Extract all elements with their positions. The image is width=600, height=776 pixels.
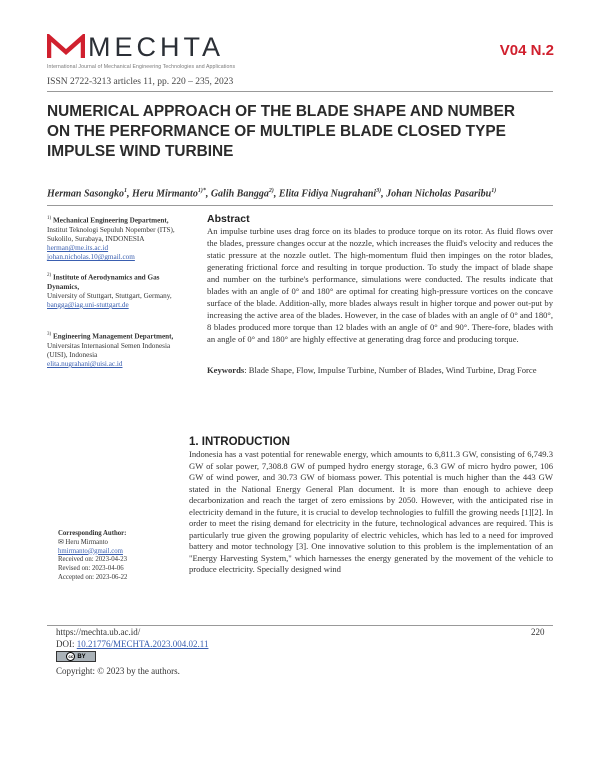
header-divider	[47, 91, 553, 92]
affiliation-sup: 1)	[47, 216, 52, 221]
page-number: 220	[531, 627, 545, 637]
corresponding-name: Heru Mirmanto	[65, 538, 108, 546]
email-link[interactable]: johan.nicholas.10@gmail.com	[47, 253, 135, 262]
affiliation-address: Universitas Internasional Semen Indonesia (UISI), Indonesia	[47, 341, 171, 359]
paper-title: NUMERICAL APPROACH OF THE BLADE SHAPE AND NUMBER ON THE PERFORMANCE OF MULTIPLE BLADE CLOSED TYPE IMPULSE WIND TURBINE	[47, 103, 516, 160]
keywords-label: Keywords	[207, 365, 245, 375]
affiliation-sup: 3)	[47, 332, 52, 337]
cc-icon: cc	[68, 654, 74, 659]
doi-line	[56, 639, 208, 649]
affiliation-title: Institute of Aerodynamics and Gas Dynamics,	[47, 273, 160, 291]
doi-label: DOI:	[56, 639, 75, 649]
email-link[interactable]: elita.nugrahani@uisi.ac.id	[47, 360, 123, 368]
volume-label: V04 N.2	[499, 42, 554, 59]
affiliation-title: Mechanical Engineering Department,	[52, 216, 169, 225]
affiliation-address: University of Stuttgart, Stuttgart, Germany,	[47, 291, 172, 300]
footer-divider	[47, 625, 553, 626]
author-name: Elita Fidiya Nugrahani	[278, 188, 377, 200]
author-divider	[47, 205, 553, 206]
license-label: BY	[77, 653, 86, 660]
section-heading: 1. INTRODUCTION	[189, 436, 290, 448]
abstract-text: An impulse turbine uses drag force on its blades to produce torque on its rotor. As fluid flows over the blades, pressure changes occur at the nozzle, which increases the fluid's velocity and reduces the static pressure at the nozzle outlet. The high-momentum fluid then impinges on the rotor blades, generating frictional force and resulting in torque production. To study the impact of blade shape and number on the turbine's performance, simulations were conducted. The results indicate that blades with an angle of 0° and 180° are optimal for creating high-pressure vortices on the concave surface of the blade. Addition-ally, more blades always result in higher torque and power out-put by increasing the active area of the blades. However, in the case of blades with an angle of 0° and 180°, 8 blades produced more torque than 12 blades with an angle of 0° and 90°. There-fore, blades with an angle of 0° and 180° are highly effective at generating drag force and producing torque.	[207, 226, 553, 344]
corresponding-author	[58, 530, 178, 583]
accepted-date: Accepted on: 2023-06-22	[58, 573, 128, 581]
affiliation-address: Institut Teknologi Sepuluh Nopember (ITS), Sukolilo, Surabaya, INDONESIA	[47, 225, 175, 243]
abstract-heading: Abstract	[207, 213, 250, 225]
mail-icon: ✉	[58, 538, 64, 546]
issn-line: ISSN 2722-3213 articles 11, pp. 220 – 235, 2023	[47, 77, 234, 87]
revised-date: Revised on: 2023-04-06	[58, 565, 124, 573]
journal-tagline: International Journal of Mechanical Engineering Technologies and Applications	[47, 64, 236, 70]
affiliation-3	[47, 330, 187, 369]
author-sup: 1)*	[197, 188, 206, 194]
author-name: Johan Nicholas Pasaribu	[386, 188, 492, 200]
author-sup: 1	[123, 188, 127, 194]
email-link[interactable]: herman@me.its.ac.id	[47, 244, 109, 252]
affiliation-2	[47, 271, 187, 310]
corresponding-email[interactable]: hmirmanto@gmail.com	[58, 547, 123, 555]
author-sup: 3)	[376, 188, 382, 194]
author-name: Galih Bangga	[210, 188, 269, 200]
affiliation-sup: 2)	[47, 273, 52, 278]
cc-license-badge[interactable]	[56, 651, 96, 662]
corresponding-heading: Corresponding Author:	[58, 530, 127, 537]
affiliation-1	[47, 214, 187, 262]
keywords	[207, 364, 553, 376]
logo-wordmark: MECHTA	[88, 32, 224, 62]
email-link[interactable]: bangga@iag.uni-stuttgart.de	[47, 301, 129, 309]
keywords-list: : Blade Shape, Flow, Impulse Turbine, Number of Blades, Wind Turbine, Drag Force	[244, 365, 537, 375]
author-sup: 1)	[491, 188, 497, 194]
author-list: Herman Sasongko$^1$, Heru Mirmanto$^{1)*}$, Galih Bangga$^{2)}$, Elita Fidiya Nugrahani$^{3)}$, Johan Nicholas Pasaribu$^{1)}$	[47, 188, 497, 200]
author-sup: 2)	[268, 188, 274, 194]
introduction-text: Indonesia has a vast potential for renewable energy, which amounts to 6,811.3 GW, consisting of 6,749.3 GW of solar power, 7,308.8 GW of pumped hydro energy storage, 6.3 GW of micro hydro power, 106 GW of wind power, and 30.73 GW of biomass power. This potential is much higher than the 443 GW stated in the National Energy General Plan document. It is more than enough to achieve deep decarbonization and reach the target of zero emissions by 2050. However, with the anticipated rise in electricity demand in the future, it is crucial to develop technologies to fulfill the growing needs [1][2]. In order to meet the rising demand for electricity in the future, technological advances are required. This is particularly true given the growing popularity of electric vehicles, which has led to a need for improved battery and motor technology [3]. One innovative solution to this problem is the implementation of an "Energy Harvesting System," which harnesses the energy generated by the movement of the vehicle to produce electricity. Specially designed wind	[189, 449, 553, 575]
doi-link[interactable]: 10.21776/MECHTA.2023.004.02.11	[76, 639, 209, 649]
journal-url[interactable]: https://mechta.ub.ac.id/	[56, 627, 141, 637]
logo-mark-icon	[47, 34, 85, 60]
author-name: Herman Sasongko	[47, 188, 124, 200]
received-date: Received on: 2023-04-23	[58, 556, 128, 564]
author-name: Heru Mirmanto	[131, 188, 198, 200]
affiliation-title: Engineering Management Department,	[52, 332, 174, 341]
copyright: Copyright: © 2023 by the authors.	[56, 666, 180, 676]
